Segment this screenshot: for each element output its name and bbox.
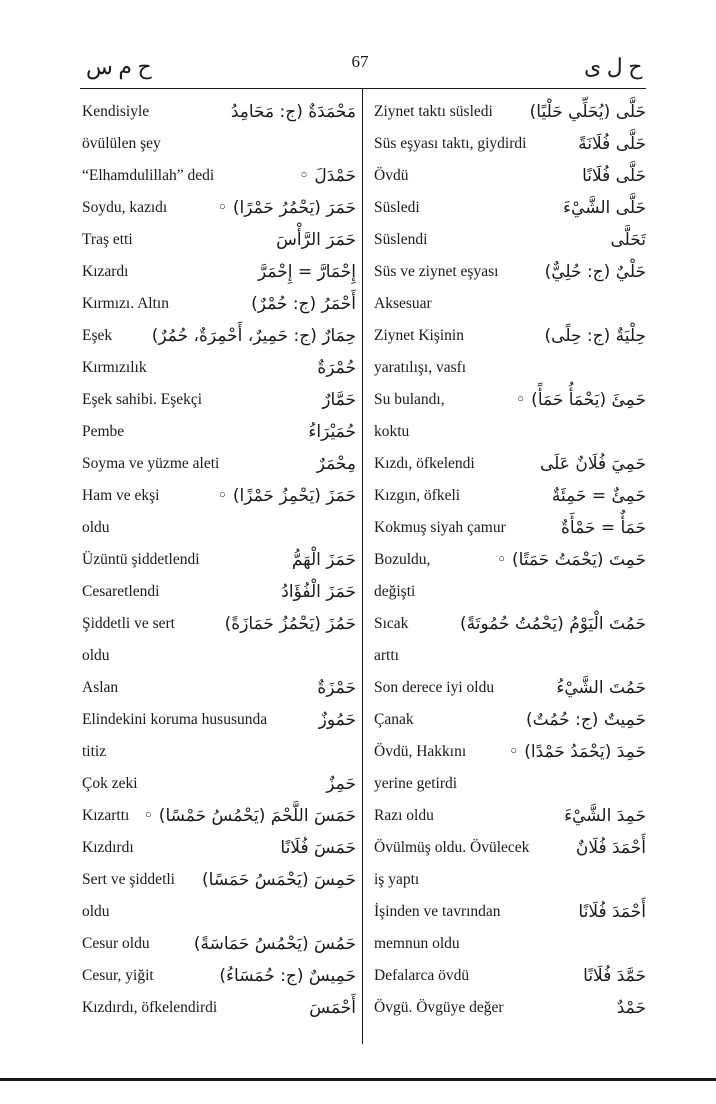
turkish-meaning: Kızardı — [82, 263, 129, 280]
turkish-meaning: oldu — [82, 647, 110, 664]
header-rule — [80, 88, 646, 89]
arabic-headword: أَحْمَدَ فُلَانًا — [578, 902, 646, 922]
entry-continuation — [82, 512, 356, 544]
dictionary-entry — [82, 864, 356, 896]
entry-continuation — [82, 640, 356, 672]
arabic-headword: حَلَّى فُلَانًا — [582, 166, 646, 186]
arabic-headword: حَمِئَ (يَحْمَأُ حَمَأً) ◦ — [515, 390, 646, 410]
turkish-meaning: Süs ve ziynet eşyası — [374, 263, 499, 280]
arabic-headword: حَمَزَ الْهَمُّ — [291, 550, 356, 570]
entry-continuation — [374, 864, 646, 896]
dictionary-entry — [374, 256, 646, 288]
arabic-headword: حَمِيتٌ (ج: حُمُتٌ) — [526, 710, 646, 730]
arabic-headword: حَمَأٌ = حَمْأَةٌ — [561, 518, 646, 538]
arabic-headword: حَمْزَةٌ — [317, 678, 356, 698]
turkish-meaning: yerine getirdi — [374, 775, 458, 792]
turkish-meaning: Son derece iyi oldu — [374, 679, 495, 696]
turkish-meaning: Övdü — [374, 167, 409, 184]
dictionary-entry — [374, 832, 646, 864]
turkish-meaning: Defalarca övdü — [374, 967, 470, 984]
turkish-meaning: Bozuldu, — [374, 551, 431, 568]
entry-continuation — [82, 128, 356, 160]
arabic-headword: حَلَّى (يُحَلِّي حَلْيًا) — [529, 102, 646, 122]
arabic-headword: حِلْيَةٌ (ج: حِلًى) — [544, 326, 646, 346]
turkish-meaning: Çanak — [374, 711, 414, 728]
dictionary-entry — [82, 960, 356, 992]
turkish-meaning: Kendisiyle — [82, 103, 150, 120]
turkish-meaning: iş yaptı — [374, 871, 420, 888]
arabic-headword: حَمَزَ الْفُؤَادُ — [281, 582, 356, 602]
page-header — [0, 52, 716, 84]
dictionary-entry — [374, 192, 646, 224]
entry-continuation — [374, 768, 646, 800]
arabic-headword: حَمِيسٌ (ج: حُمَسَاءُ) — [219, 966, 356, 986]
dictionary-entry — [82, 544, 356, 576]
header-right-letters: ح ل ى — [584, 54, 643, 79]
dictionary-entry — [82, 352, 356, 384]
turkish-meaning: Övgü. Övgüye değer — [374, 999, 504, 1016]
turkish-meaning: Sıcak — [374, 615, 409, 632]
dictionary-entry — [374, 704, 646, 736]
arabic-headword: إِحْمَارَّ = إِحْمَرَّ — [258, 262, 356, 282]
dictionary-entry — [374, 160, 646, 192]
dictionary-entry — [374, 448, 646, 480]
dictionary-entry — [82, 704, 356, 736]
arabic-headword: حَمَرَ (يَحْمُرُ حَمْرًا) ◦ — [217, 198, 356, 218]
turkish-meaning: yaratılışı, vasfı — [374, 359, 467, 376]
dictionary-entry — [82, 416, 356, 448]
dictionary-entry — [82, 800, 356, 832]
dictionary-entry — [374, 960, 646, 992]
turkish-meaning: Kırmızılık — [82, 359, 147, 376]
dictionary-entry — [374, 544, 646, 576]
arabic-headword: أَحْمَسَ — [309, 998, 356, 1018]
entry-continuation — [374, 640, 646, 672]
column-divider — [362, 88, 363, 1044]
arabic-headword: حَمِزٌ — [326, 774, 356, 794]
turkish-meaning: Soyma ve yüzme aleti — [82, 455, 220, 472]
turkish-meaning: “Elhamdulillah” dedi — [82, 167, 215, 184]
arabic-headword: حَمِسَ (يَحْمَسُ حَمَسًا) — [202, 870, 356, 890]
turkish-meaning: Elindekini koruma hususunda — [82, 711, 268, 728]
dictionary-entry — [374, 736, 646, 768]
turkish-meaning: Süs eşyası taktı, giydirdi — [374, 135, 527, 152]
dictionary-entry — [82, 288, 356, 320]
dictionary-entry — [374, 224, 646, 256]
arabic-headword: حَلَّى الشَّيْءَ — [563, 198, 646, 218]
turkish-meaning: Kokmuş siyah çamur — [374, 519, 506, 536]
turkish-meaning: Ziynet Kişinin — [374, 327, 464, 344]
turkish-meaning: Razı oldu — [374, 807, 434, 824]
header-left-letters: ح م س — [86, 54, 152, 79]
turkish-meaning: Aslan — [82, 679, 119, 696]
turkish-meaning: arttı — [374, 647, 399, 664]
dictionary-entry — [374, 384, 646, 416]
page-number: 67 — [351, 52, 369, 71]
arabic-headword: حَلْيٌ (ج: حُلِيٌّ) — [544, 262, 646, 282]
turkish-meaning: Kızarttı — [82, 807, 130, 824]
arabic-headword: حَمُتَ الْيَوْمُ (يَحْمُتُ حُمُوتَةً) — [459, 614, 646, 634]
dictionary-entry — [374, 480, 646, 512]
dictionary-entry — [82, 576, 356, 608]
turkish-meaning: titiz — [82, 743, 107, 760]
right-column — [374, 96, 646, 1024]
dictionary-entry — [374, 128, 646, 160]
entry-continuation — [82, 736, 356, 768]
turkish-meaning: Sert ve şiddetli — [82, 871, 175, 888]
dictionary-entry — [374, 672, 646, 704]
turkish-meaning: Pembe — [82, 423, 125, 440]
arabic-headword: حَمَرَ الرَّأْسَ — [276, 230, 356, 250]
dictionary-entry — [82, 320, 356, 352]
turkish-meaning: İşinden ve tavrından — [374, 903, 501, 920]
dictionary-entry — [374, 896, 646, 928]
dictionary-entry — [82, 96, 356, 128]
dictionary-entry — [82, 448, 356, 480]
arabic-headword: حَمُسَ (يَحْمُسُ حَمَاسَةً) — [193, 934, 356, 954]
turkish-meaning: memnun oldu — [374, 935, 460, 952]
arabic-headword: حَمَسَ فُلَانًا — [280, 838, 356, 858]
arabic-headword: حَمَسَ اللَّحْمَ (يَحْمُسُ حَمْسًا) ◦ — [143, 806, 356, 826]
dictionary-entry — [82, 992, 356, 1024]
turkish-meaning: Övdü, Hakkını — [374, 743, 467, 760]
entry-continuation — [374, 416, 646, 448]
entry-continuation — [374, 288, 646, 320]
arabic-headword: مَحْمَدَةٌ (ج: مَحَامِدُ — [230, 102, 356, 122]
arabic-headword: حَمَزَ (يَحْمِزُ حَمْزًا) ◦ — [217, 486, 356, 506]
arabic-headword: حَلَّى فُلَانَةً — [578, 134, 646, 154]
entry-continuation — [374, 352, 646, 384]
turkish-meaning: Su bulandı, — [374, 391, 445, 408]
dictionary-entry — [374, 96, 646, 128]
arabic-headword: أَحْمَرُ (ج: حُمْرٌ) — [251, 294, 356, 314]
turkish-meaning: Ziynet taktı süsledi — [374, 103, 493, 120]
arabic-headword: حَمُزَ (يَحْمُزُ حَمَازَةً) — [224, 614, 356, 634]
turkish-meaning: koktu — [374, 423, 410, 440]
arabic-headword: تَحَلَّى — [610, 230, 646, 250]
dictionary-entry — [374, 992, 646, 1024]
turkish-meaning: Aksesuar — [374, 295, 432, 312]
turkish-meaning: Eşek sahibi. Eşekçi — [82, 391, 203, 408]
turkish-meaning: değişti — [374, 583, 416, 600]
dictionary-entry — [374, 512, 646, 544]
footer-rule — [0, 1078, 716, 1081]
arabic-headword: حَمِئٌ = حَمِئَةٌ — [551, 486, 646, 506]
arabic-headword: حَمِيَ فُلَانٌ عَلَى — [539, 454, 646, 474]
turkish-meaning: övülülen şey — [82, 135, 161, 152]
arabic-headword: حُمَيْرَاءُ — [308, 422, 356, 442]
dictionary-entry — [82, 608, 356, 640]
dictionary-entry — [82, 192, 356, 224]
dictionary-entry — [82, 672, 356, 704]
arabic-headword: حَمَّارٌ — [322, 390, 356, 410]
arabic-headword: حَمُوزٌ — [318, 710, 356, 730]
dictionary-entry — [374, 800, 646, 832]
arabic-headword: حَمْدٌ — [616, 998, 646, 1018]
turkish-meaning: Kızgın, öfkeli — [374, 487, 461, 504]
entry-continuation — [82, 896, 356, 928]
turkish-meaning: oldu — [82, 903, 110, 920]
dictionary-entry — [374, 320, 646, 352]
turkish-meaning: Traş etti — [82, 231, 133, 248]
arabic-headword: حَمِتَ (يَحْمَتُ حَمَتًا) ◦ — [496, 550, 646, 570]
turkish-meaning: Kızdı, öfkelendi — [374, 455, 475, 472]
arabic-headword: حَمِدَ الشَّيْءَ — [564, 806, 646, 826]
arabic-headword: حُمْرَةٌ — [317, 358, 356, 378]
turkish-meaning: Cesur, yiğit — [82, 967, 154, 984]
dictionary-entry — [82, 160, 356, 192]
arabic-headword: حِمَارٌ (ج: حَمِيرٌ، أَحْمِرَةٌ، حُمُرٌ) — [151, 326, 356, 346]
turkish-meaning: Eşek — [82, 327, 113, 344]
dictionary-entry — [82, 480, 356, 512]
turkish-meaning: Soydu, kazıdı — [82, 199, 168, 216]
entry-continuation — [374, 576, 646, 608]
dictionary-entry — [82, 768, 356, 800]
dictionary-entry — [82, 224, 356, 256]
arabic-headword: حَمَّدَ فُلَانًا — [583, 966, 646, 986]
left-column — [82, 96, 356, 1024]
dictionary-entry — [82, 928, 356, 960]
turkish-meaning: Ham ve ekşi — [82, 487, 160, 504]
turkish-meaning: Şiddetli ve sert — [82, 615, 175, 632]
turkish-meaning: oldu — [82, 519, 110, 536]
dictionary-entry — [82, 256, 356, 288]
dictionary-entry — [374, 608, 646, 640]
arabic-headword: حَمِدَ (يَحْمَدُ حَمْدًا) ◦ — [508, 742, 646, 762]
turkish-meaning: Süslendi — [374, 231, 428, 248]
entry-continuation — [374, 928, 646, 960]
arabic-headword: حَمْدَلَ ◦ — [298, 166, 356, 186]
turkish-meaning: Kızdırdı, öfkelendirdi — [82, 999, 218, 1016]
arabic-headword: حَمُتَ الشَّيْءُ — [556, 678, 646, 698]
turkish-meaning: Kızdırdı — [82, 839, 134, 856]
arabic-headword: مِحْمَرٌ — [316, 454, 356, 474]
turkish-meaning: Kırmızı. Altın — [82, 295, 169, 312]
dictionary-entry — [82, 832, 356, 864]
turkish-meaning: Üzüntü şiddetlendi — [82, 551, 200, 568]
turkish-meaning: Çok zeki — [82, 775, 138, 792]
turkish-meaning: Övülmüş oldu. Övülecek — [374, 839, 530, 856]
turkish-meaning: Cesur oldu — [82, 935, 150, 952]
turkish-meaning: Cesaretlendi — [82, 583, 160, 600]
turkish-meaning: Süsledi — [374, 199, 420, 216]
dictionary-entry — [82, 384, 356, 416]
arabic-headword: أَحْمَدَ فُلَانٌ — [575, 838, 646, 858]
